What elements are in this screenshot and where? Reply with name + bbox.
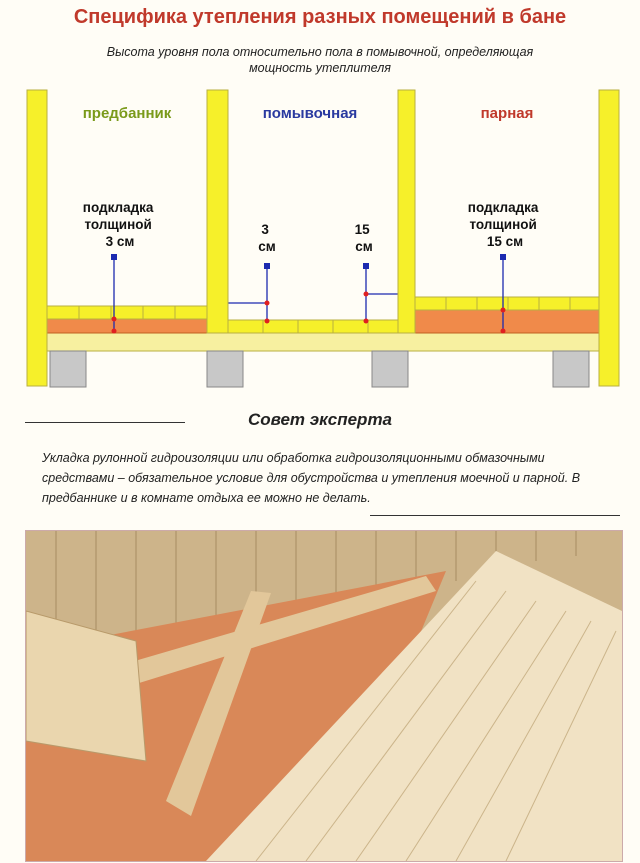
insulation-layer-anteroom: [47, 319, 207, 333]
support-block: [553, 351, 589, 387]
board-row-steamroom: [415, 297, 599, 310]
diagram-subtitle: [30, 44, 610, 76]
expert-tip-text: Укладка рулонной гидроизоляции или обработка гидроизоляционными обмазочными средствами – обязательное условие для обустройства и утепления моечной и парной. В предбаннике и в комнате отдыха ее можно не делать.: [42, 451, 581, 505]
support-block: [372, 351, 408, 387]
support-block: [50, 351, 86, 387]
divider-right: [370, 515, 620, 516]
label-anteroom-thickness: подкладка толщиной 3 см: [82, 200, 154, 249]
wall-left: [27, 90, 47, 386]
floor-level-diagram: [0, 80, 640, 395]
subtitle-line-1: Высота уровня пола относительно пола в помывочной, определяющая: [106, 45, 534, 59]
room-label-steamroom: парная: [480, 105, 534, 122]
wall-partition-2: [398, 90, 415, 333]
label-washroom-15cm: 15 см: [354, 222, 373, 254]
label-washroom-3cm: 3 см: [258, 222, 276, 254]
insulation-layer-steamroom: [415, 310, 599, 333]
floor-beam: [47, 333, 599, 351]
marker-washroom-15cm: [363, 263, 369, 324]
wall-right: [599, 90, 619, 386]
label-steamroom-thickness: подкладка толщиной 15 см: [467, 200, 539, 249]
subtitle-line-2: мощность утеплителя: [249, 61, 391, 75]
room-label-anteroom: предбанник: [82, 105, 172, 122]
sauna-floor-photo: [25, 530, 623, 862]
support-block: [207, 351, 243, 387]
expert-tip-title: Совет эксперта: [247, 410, 393, 429]
room-label-washroom: помывочная: [262, 105, 358, 122]
wall-partition-1: [207, 90, 228, 333]
marker-washroom-3cm: [264, 263, 270, 324]
page-title: Специфика утепления разных помещений в бане: [73, 6, 567, 28]
board-row-washroom: [228, 320, 398, 333]
board-row-anteroom: [47, 306, 207, 319]
